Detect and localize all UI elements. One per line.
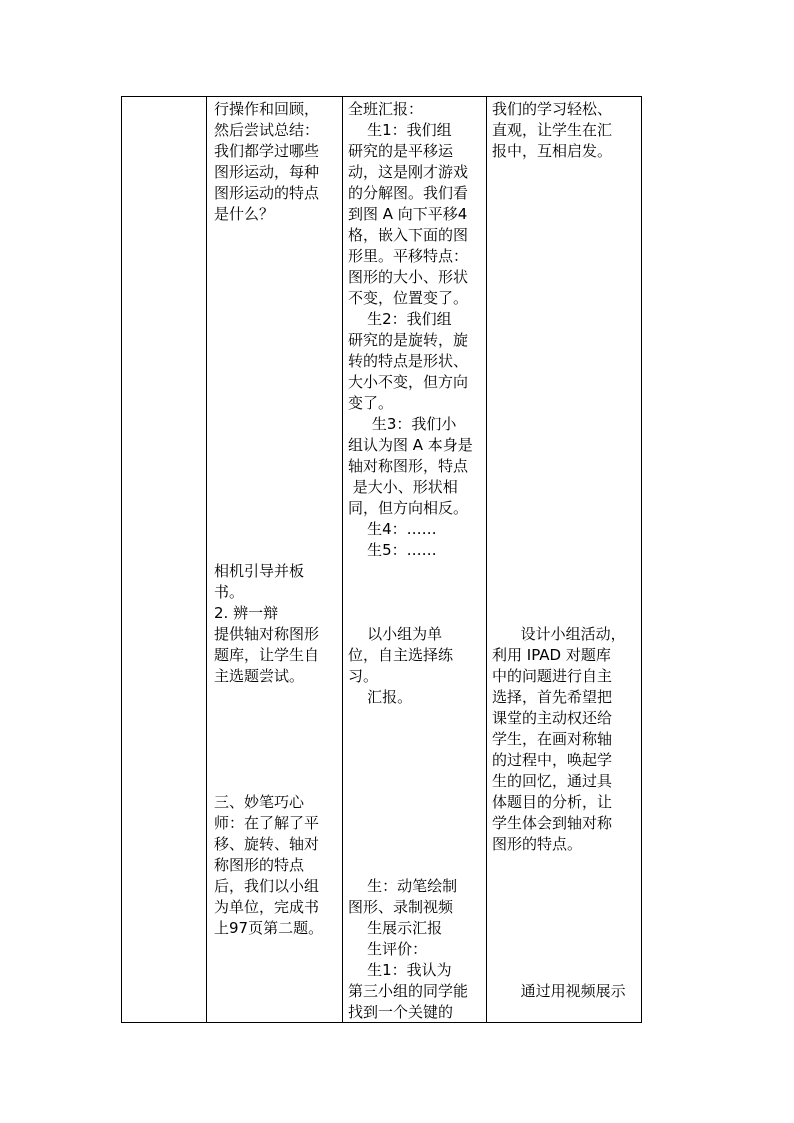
intent-text-line: 中的问题进行自主	[492, 667, 613, 685]
intent-text-line: 直观，让学生在汇	[492, 121, 613, 139]
column-divider-1	[206, 97, 207, 1022]
student-text-line: 汇报。	[348, 688, 413, 706]
student-text-line: 位，自主选择练	[348, 646, 454, 664]
teacher-text-line: 我们都学过哪些	[214, 142, 320, 160]
teacher-text-line: 行操作和回顾，	[214, 100, 320, 118]
teacher-text-line: 为单位，完成书	[214, 898, 320, 916]
teacher-activity-column	[214, 99, 340, 939]
teacher-text-line: 是什么？	[214, 205, 275, 223]
teacher-text-line: 移、旋转、轴对	[214, 835, 320, 853]
teacher-text-line: 图形运动的特点	[214, 184, 320, 202]
intent-text-line: 的过程中，唤起学	[492, 751, 613, 769]
student-text-line: 的分解图。我们看	[348, 184, 469, 202]
teacher-text-line: 主选题尝试。	[214, 667, 305, 685]
student-text-line: 同，但方向相反。	[348, 499, 469, 517]
student-text-line: 全班汇报：	[348, 100, 424, 118]
student-text-line: 动，这是刚才游戏	[348, 163, 469, 181]
intent-text-line: 利用 IPAD 对题库	[492, 646, 611, 664]
student-text-line: 图形、录制视频	[348, 898, 454, 916]
intent-text-line: 设计小组活动，	[492, 625, 626, 643]
student-text-line: 生评价：	[348, 940, 428, 958]
student-text-line: 生3：我们小	[348, 415, 457, 433]
student-text-line: 生5：……	[348, 541, 437, 559]
student-text-line: 研究的是旋转，旋	[348, 331, 469, 349]
intent-text-line: 课堂的主动权还给	[492, 709, 613, 727]
teacher-text-line: 后，我们以小组	[214, 877, 320, 895]
teacher-text-line: 书。	[214, 583, 245, 601]
teacher-text-line: 提供轴对称图形	[214, 625, 320, 643]
teacher-text-line: 相机引导并板	[214, 562, 305, 580]
student-text-line: 轴对称图形，特点	[348, 457, 469, 475]
column-divider-3	[486, 97, 487, 1022]
student-text-line: 生2：我们组	[348, 310, 452, 328]
student-text-line: 转的特点是形状、	[348, 352, 469, 370]
student-text-line: 变了。	[348, 394, 394, 412]
student-text-line: 是大小、形状相	[348, 478, 458, 496]
teacher-text-line: 2. 辨一辩	[214, 604, 279, 622]
student-text-line: 大小不变，但方向	[348, 373, 469, 391]
teacher-text-line: 师：在了解了平	[214, 814, 320, 832]
student-text-line: 生展示汇报	[348, 919, 443, 937]
student-text-line: 生1：我认为	[348, 961, 452, 979]
design-intent-column	[492, 99, 642, 1002]
student-text-line: 生4：……	[348, 520, 437, 538]
intent-text-line: 报中，互相启发。	[492, 142, 613, 160]
intent-text-line: 通过用视频展示	[492, 982, 626, 1000]
lesson-plan-table	[121, 96, 642, 1023]
student-text-line: 生1：我们组	[348, 121, 452, 139]
teacher-text-line: 然后尝试总结：	[214, 121, 320, 139]
student-text-line: 格，嵌入下面的图	[348, 226, 469, 244]
student-text-line: 以小组为单	[348, 625, 443, 643]
intent-text-line: 我们的学习轻松、	[492, 100, 613, 118]
student-text-line: 图形的大小、形状	[348, 268, 469, 286]
teacher-text-line: 称图形的特点	[214, 856, 305, 874]
student-text-line: 生：动笔绘制	[348, 877, 458, 895]
student-text-line: 组认为图 A 本身是	[348, 436, 473, 454]
intent-text-line: 学生体会到轴对称	[492, 814, 613, 832]
student-text-line: 形里。平移特点：	[348, 247, 469, 265]
intent-text-line: 体题目的分析，让	[492, 793, 613, 811]
student-text-line: 第三小组的同学能	[348, 982, 469, 1000]
student-text-line: 找到一个关键的	[348, 1003, 454, 1021]
teacher-text-line: 图形运动，每种	[214, 163, 320, 181]
teacher-text-line: 三、妙笔巧心	[214, 793, 305, 811]
student-text-line: 不变，位置变了。	[348, 289, 469, 307]
student-activity-column	[348, 99, 484, 1023]
student-text-line: 习。	[348, 667, 379, 685]
column-divider-2	[342, 97, 343, 1022]
student-text-line: 研究的是平移运	[348, 142, 454, 160]
intent-text-line: 学生，在画对称轴	[492, 730, 613, 748]
teacher-text-line: 题库，让学生自	[214, 646, 320, 664]
teacher-text-line: 上97页第二题。	[214, 919, 324, 937]
intent-text-line: 选择，首先希望把	[492, 688, 613, 706]
student-text-line: 到图 A 向下平移4	[348, 205, 468, 223]
intent-text-line: 图形的特点。	[492, 835, 583, 853]
intent-text-line: 生的回忆，通过具	[492, 772, 613, 790]
